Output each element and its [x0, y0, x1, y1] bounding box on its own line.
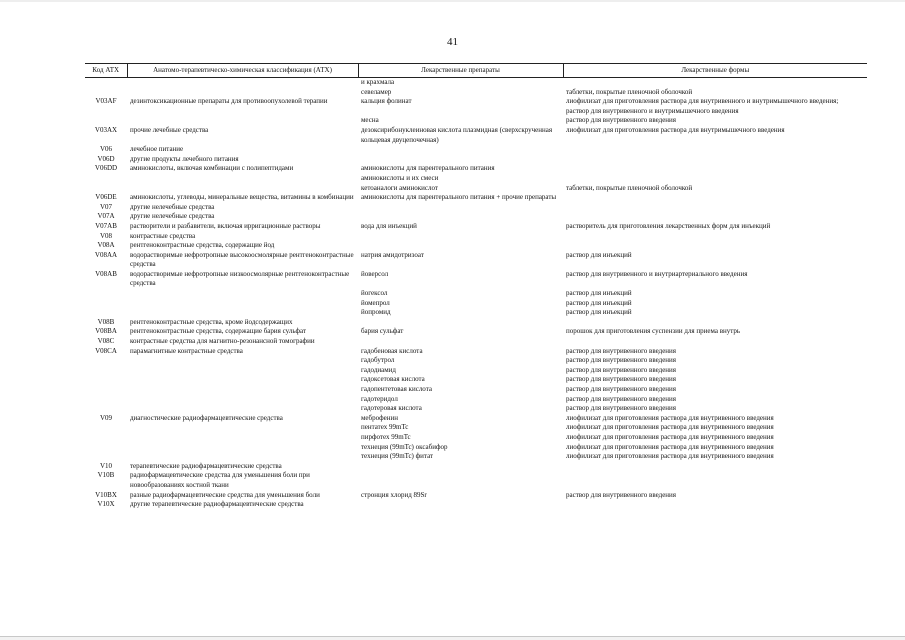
cell-dosage-form: порошок для приготовления суспензии для приема внутрь [566, 327, 741, 336]
cell-atc-code: V07 [99, 202, 113, 211]
table-row [85, 164, 867, 174]
cell-dosage-form [563, 212, 867, 222]
cell-medicine [358, 471, 563, 490]
cell-medicine: йопромид [361, 308, 391, 317]
cell-atc-code: V10BX [95, 490, 117, 499]
cell-atc-classification: водорастворимые нефротропные высокоосмолярные рентгеноконтрастные средства [130, 250, 354, 269]
cell-medicine [358, 212, 563, 222]
cell-dosage-form: лиофилизат для приготовления раствора для внутривенного и внутримышечного введения; [566, 97, 839, 106]
cell-atc-code [85, 366, 127, 376]
cell-dosage-form: раствор для внутривенного введения [566, 116, 677, 125]
table-row [85, 251, 867, 270]
table-row [85, 222, 867, 232]
cell-atc-code [85, 116, 127, 126]
cell-dosage-form: раствор для инъекций [566, 250, 632, 259]
table-body [85, 78, 867, 510]
cell-dosage-form [563, 471, 867, 490]
cell-atc-classification [127, 78, 358, 88]
cell-atc-classification: рентгеноконтрастные средства, содержащие бария сульфат [130, 327, 307, 336]
cell-medicine: гадодиамид [361, 365, 396, 374]
table-row [85, 289, 867, 299]
header-medicines: Лекарственные препараты [358, 64, 563, 78]
cell-medicine: гадопентетовая кислота [361, 385, 432, 393]
header-atc-code: Код АТХ [85, 64, 127, 78]
table-row [85, 462, 867, 472]
cell-atc-classification [127, 116, 358, 126]
cell-atc-code: V07AB [95, 221, 117, 230]
cell-atc-classification: рентгеноконтрастные средства, кроме йодсодержащих [130, 317, 293, 326]
table-row [85, 193, 867, 203]
cell-dosage-form: лиофилизат для приготовления раствора для внутривенного введения [566, 413, 774, 422]
cell-atc-code: V09 [99, 413, 113, 422]
header-dosage-forms: Лекарственные формы [563, 64, 867, 78]
table-row [85, 174, 867, 184]
table-row [85, 155, 867, 165]
table-row [85, 318, 867, 328]
cell-dosage-form: раствор для внутривенного введения [566, 404, 677, 413]
cell-atc-code [85, 308, 127, 318]
cell-medicine: гадобеновая кислота [361, 346, 423, 355]
cell-dosage-form [563, 500, 867, 510]
cell-dosage-form: раствор для инъекций [566, 298, 632, 307]
cell-medicine: технеция (99mTc) фитат [361, 452, 434, 461]
cell-medicine: гадотеридол [361, 394, 398, 403]
scan-top-edge [0, 0, 905, 2]
cell-atc-code: V06DD [94, 164, 118, 173]
table-row [85, 270, 867, 289]
cell-atc-classification [127, 299, 358, 309]
cell-atc-classification: диагностические радиофармацевтические средства [130, 413, 283, 422]
cell-atc-code: V08CA [95, 346, 117, 355]
cell-atc-classification: другие терапевтические радиофармацевтические средства [130, 500, 304, 509]
cell-atc-code: V07A [97, 212, 115, 221]
cell-dosage-form: лиофилизат для приготовления раствора для внутривенного введения [566, 432, 774, 441]
cell-atc-classification [127, 289, 358, 299]
cell-medicine: меброфенин [361, 413, 398, 422]
cell-atc-classification [127, 356, 358, 366]
cell-dosage-form: раствор для внутривенного введения [566, 356, 677, 365]
cell-medicine [358, 145, 563, 155]
cell-dosage-form: раствор для внутривенного введения [566, 365, 677, 374]
table-row [85, 356, 867, 366]
cell-atc-classification: другие продукты лечебного питания [130, 154, 239, 163]
cell-dosage-form: раствор для инъекций [566, 308, 632, 317]
table-row [85, 184, 867, 194]
cell-atc-classification: разные радиофармацевтические средства для уменьшения боли [130, 490, 320, 499]
cell-medicine [358, 203, 563, 213]
cell-atc-code [85, 356, 127, 366]
cell-medicine [358, 500, 563, 510]
cell-dosage-form: раствор для внутривенного введения [566, 385, 677, 393]
cell-atc-code [85, 184, 127, 194]
table-row [85, 78, 867, 88]
cell-atc-code [85, 289, 127, 299]
cell-atc-code [85, 78, 127, 88]
cell-medicine: аминокислоты для парентерального питания [361, 164, 495, 173]
cell-atc-classification [127, 404, 358, 414]
cell-dosage-form [563, 155, 867, 165]
table-row [85, 203, 867, 213]
table-row [85, 299, 867, 309]
cell-atc-classification [127, 88, 358, 98]
cell-medicine: пирфотех 99mTc [361, 432, 411, 441]
cell-atc-classification: дезинтоксикационные препараты для противоопухолевой терапии [130, 97, 328, 106]
table-row [85, 145, 867, 155]
page-number: 41 [447, 36, 458, 48]
cell-dosage-form [563, 241, 867, 251]
cell-atc-classification: другие нелечебные средства [130, 212, 215, 221]
cell-atc-code [85, 404, 127, 414]
cell-atc-code: V10X [97, 500, 115, 509]
cell-atc-classification [127, 423, 358, 433]
table-row [85, 375, 867, 385]
cell-atc-classification: контрастные средства [130, 231, 196, 240]
table-row [85, 241, 867, 251]
cell-atc-classification [127, 395, 358, 405]
header-atc-classification: Анатомо-терапевтическо-химическая классификация (АТХ) [127, 64, 358, 78]
cell-atc-code: V06 [99, 145, 113, 154]
table-row [85, 126, 867, 145]
cell-atc-code: V10B [97, 471, 115, 480]
table-row [85, 107, 867, 117]
table-row [85, 88, 867, 98]
cell-medicine: йомепрол [361, 298, 390, 307]
cell-atc-code [85, 443, 127, 453]
cell-atc-code: V08 [99, 231, 113, 240]
cell-atc-classification: водорастворимые нефротропные низкоосмолярные рентгеноконтрастные средства [130, 269, 350, 288]
cell-dosage-form: лиофилизат для приготовления раствора для внутривенного введения [566, 442, 774, 451]
cell-atc-code: V08BA [95, 327, 117, 336]
cell-medicine [358, 107, 563, 117]
cell-dosage-form: раствор для внутривенного введения [566, 490, 677, 499]
table-row [85, 395, 867, 405]
cell-atc-code [85, 107, 127, 117]
cell-dosage-form [563, 145, 867, 155]
table-row [85, 116, 867, 126]
table-row [85, 232, 867, 242]
cell-medicine: бария сульфат [361, 327, 404, 336]
cell-atc-classification [127, 174, 358, 184]
table-row [85, 423, 867, 433]
cell-atc-classification [127, 308, 358, 318]
cell-medicine [358, 241, 563, 251]
cell-dosage-form: лиофилизат для приготовления раствора для внутривенного введения [566, 452, 774, 461]
cell-dosage-form: раствор для внутривенного введения [566, 375, 677, 384]
cell-atc-code: V06DE [95, 193, 117, 202]
table-row [85, 212, 867, 222]
table-row [85, 327, 867, 337]
cell-medicine: дезоксирибонуклеиновая кислота плазмидная (сверхскрученная кольцевая двуцепочечная) [361, 125, 553, 144]
cell-atc-classification: прочие лечебные средства [130, 125, 209, 134]
cell-dosage-form: раствор для внутривенного введения [566, 394, 677, 403]
cell-dosage-form: раствор для внутривенного и внутримышечного введения [566, 106, 739, 115]
table-row [85, 404, 867, 414]
table-row [85, 433, 867, 443]
cell-medicine [358, 232, 563, 242]
cell-atc-code: V08C [97, 337, 115, 346]
cell-dosage-form [563, 174, 867, 184]
cell-atc-classification: растворители и разбавители, включая ирригационные растворы [130, 221, 321, 230]
cell-dosage-form [563, 318, 867, 328]
cell-atc-classification: рентгеноконтрастные средства, содержащие йод [130, 241, 275, 250]
cell-atc-classification [127, 443, 358, 453]
cell-atc-code: V03AF [95, 97, 117, 106]
cell-atc-classification [127, 433, 358, 443]
cell-atc-code: V06D [97, 154, 115, 163]
cell-medicine [358, 318, 563, 328]
cell-atc-code: V10 [99, 461, 113, 470]
cell-atc-classification: терапевтические радиофармацевтические средства [130, 461, 282, 470]
cell-atc-classification [127, 184, 358, 194]
cell-atc-classification: аминокислоты, углеводы, минеральные вещества, витамины в комбинации [130, 193, 354, 202]
cell-medicine: натрия амидотризоат [361, 250, 424, 259]
cell-dosage-form [563, 203, 867, 213]
cell-dosage-form: растворитель для приготовления лекарственных форм для инъекций [566, 221, 771, 230]
cell-dosage-form [563, 193, 867, 203]
cell-medicine: йоверсол [361, 269, 389, 278]
cell-dosage-form: раствор для внутривенного введения [566, 346, 677, 355]
cell-medicine: йогексол [361, 289, 388, 298]
cell-dosage-form: раствор для внутривенного и внутриартериального введения [566, 269, 748, 278]
cell-atc-code [85, 174, 127, 184]
table-row [85, 385, 867, 395]
cell-medicine: пентатех 99mTc [361, 423, 409, 432]
cell-medicine: месна [361, 116, 379, 125]
table-row [85, 471, 867, 490]
cell-atc-code [85, 375, 127, 385]
cell-medicine: аминокислоты и их смеси [361, 173, 439, 182]
cell-atc-code: V03AX [94, 125, 118, 134]
scan-bottom-edge [0, 636, 905, 640]
cell-atc-classification [127, 452, 358, 462]
cell-medicine: стронция хлорид 89Sr [361, 490, 427, 499]
cell-atc-classification [127, 366, 358, 376]
cell-atc-classification [127, 375, 358, 385]
cell-atc-code [85, 395, 127, 405]
table-row [85, 366, 867, 376]
cell-atc-code: V08AB [95, 269, 117, 278]
cell-atc-classification: лечебное питание [130, 145, 184, 154]
cell-atc-code [85, 385, 127, 395]
cell-dosage-form [563, 78, 867, 88]
table-row [85, 97, 867, 107]
cell-medicine: технеция (99mTc) оксабифор [361, 442, 448, 451]
cell-atc-classification [127, 107, 358, 117]
cell-atc-code [85, 299, 127, 309]
table-row [85, 308, 867, 318]
cell-medicine: гадоксетовая кислота [361, 375, 425, 384]
atc-table [85, 63, 867, 510]
cell-medicine: севеламер [361, 87, 392, 96]
cell-dosage-form [563, 462, 867, 472]
cell-medicine: и крахмала [361, 78, 395, 86]
cell-atc-code: V08A [97, 241, 115, 250]
cell-atc-code: V08B [97, 317, 115, 326]
cell-atc-classification: парамагнитные контрастные средства [130, 346, 243, 355]
cell-atc-code: V08AA [94, 250, 118, 259]
cell-medicine: вода для инъекций [361, 221, 417, 230]
cell-medicine: гадотеровая кислота [361, 404, 422, 413]
cell-dosage-form: раствор для инъекций [566, 289, 632, 298]
table-row [85, 452, 867, 462]
table-row [85, 337, 867, 347]
cell-atc-code [85, 433, 127, 443]
cell-atc-classification: другие нелечебные средства [130, 202, 215, 211]
cell-dosage-form [563, 164, 867, 174]
cell-atc-classification [127, 385, 358, 395]
cell-atc-classification: аминокислоты, включая комбинации с полипептидами [130, 164, 294, 173]
cell-medicine [358, 155, 563, 165]
table-row [85, 347, 867, 357]
cell-medicine [358, 462, 563, 472]
cell-dosage-form: лиофилизат для приготовления раствора для внутримышечного введения [566, 125, 785, 134]
table-row [85, 443, 867, 453]
cell-medicine: аминокислоты для парентерального питания + прочие препараты [361, 193, 557, 202]
cell-dosage-form [563, 337, 867, 347]
cell-atc-code [85, 88, 127, 98]
cell-medicine [358, 337, 563, 347]
cell-medicine: гадобутрол [361, 356, 395, 365]
cell-atc-code [85, 452, 127, 462]
cell-dosage-form: лиофилизат для приготовления раствора для внутривенного введения [566, 423, 774, 432]
cell-atc-classification: контрастные средства для магнитно-резонансной томографии [130, 337, 315, 346]
table-row [85, 491, 867, 501]
cell-dosage-form: таблетки, покрытые пленочной оболочкой [566, 183, 693, 192]
cell-medicine: кетоаналоги аминокислот [361, 183, 438, 192]
cell-dosage-form: таблетки, покрытые пленочной оболочкой [566, 87, 693, 96]
table-row [85, 500, 867, 510]
cell-dosage-form [563, 232, 867, 242]
table-row [85, 414, 867, 424]
cell-medicine: кальция фолинат [361, 97, 412, 106]
cell-atc-classification: радиофармацевтические средства для уменьшения боли при новообразованиях костной ткани [130, 471, 310, 489]
table-header-row [85, 64, 867, 78]
cell-atc-code [85, 423, 127, 433]
